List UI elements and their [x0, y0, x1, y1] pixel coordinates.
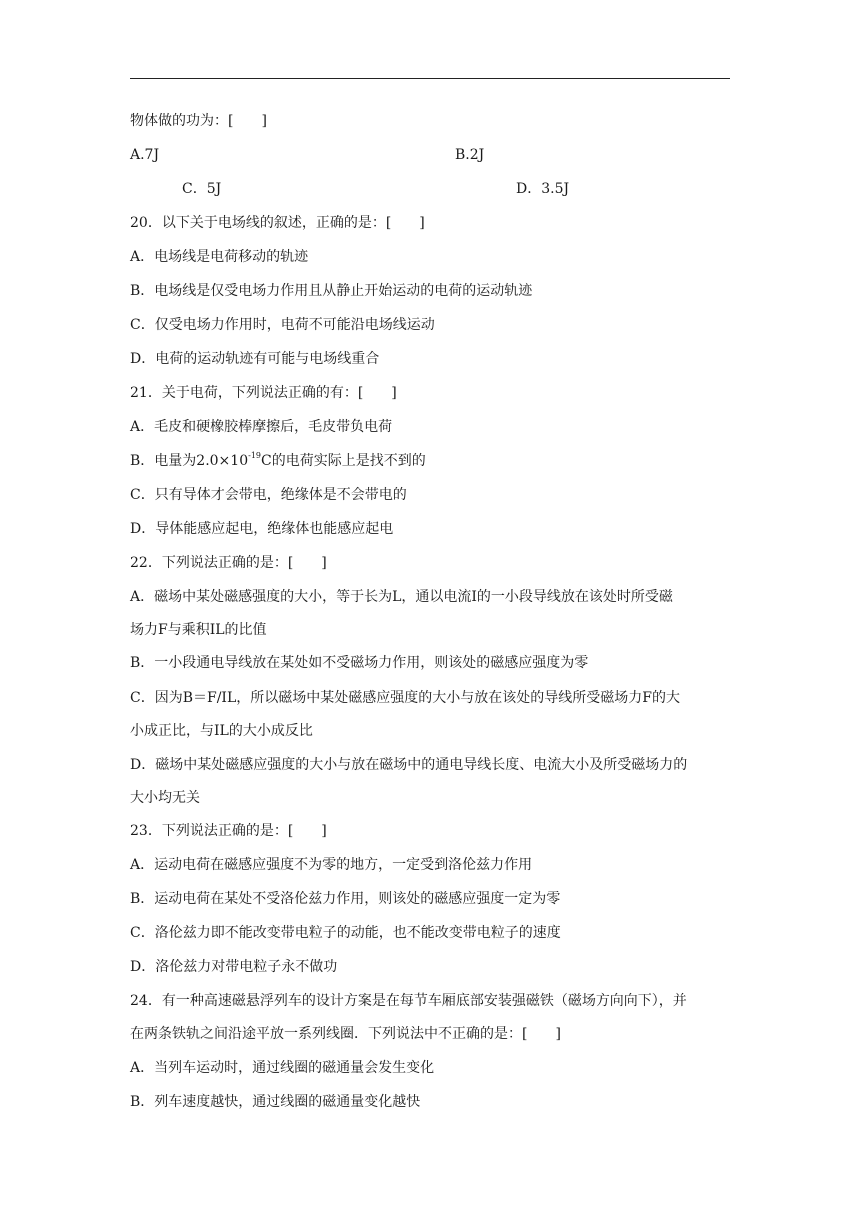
- q22-option-a-line1: A．磁场中某处磁感强度的大小，等于长为L，通以电流I的一小段导线放在该处时所受磁: [130, 589, 673, 605]
- q22-option-c-line1: C．因为B＝F/IL，所以磁场中某处磁感应强度的大小与放在该处的导线所受磁场力F的大: [130, 690, 680, 706]
- q20-option-b: B．电场线是仅受电场力作用且从静止开始运动的电荷的运动轨迹: [130, 283, 533, 299]
- q24-option-b: B．列车速度越快，通过线圈的磁通量变化越快: [130, 1094, 421, 1110]
- q19-tail: 物体做的功为：[ ]: [130, 113, 267, 129]
- q23-option-b: B．运动电荷在某处不受洛伦兹力作用，则该处的磁感应强度一定为零: [130, 891, 561, 907]
- q22-option-b: B．一小段通电导线放在某处如不受磁场力作用，则该处的磁感应强度为零: [130, 655, 589, 671]
- q23-option-c: C．洛伦兹力即不能改变带电粒子的动能，也不能改变带电粒子的速度: [130, 925, 561, 941]
- q20-option-c: C．仅受电场力作用时，电荷不可能沿电场线运动: [130, 317, 435, 333]
- q20-option-d: D．电荷的运动轨迹有可能与电场线重合: [130, 351, 380, 367]
- q19-option-d: D．3.5J: [516, 181, 570, 197]
- q19-option-a: A.7J: [130, 147, 160, 163]
- q21-option-d: D．导体能感应起电，绝缘体也能感应起电: [130, 521, 394, 537]
- q20-option-a: A．电场线是电荷移动的轨迹: [130, 249, 309, 265]
- q21-option-b: [130, 451, 426, 471]
- q22-option-d-line2: 大小均无关: [130, 790, 200, 806]
- q21-option-c: C．只有导体才会带电，绝缘体是不会带电的: [130, 487, 407, 503]
- q23-option-a: A．运动电荷在磁感应强度不为零的地方，一定受到洛伦兹力作用: [130, 857, 533, 873]
- q24-stem-line2: 在两条铁轨之间沿途平放一系列线圈．下列说法中不正确的是：[ ]: [130, 1026, 561, 1042]
- q22-stem: 22．下列说法正确的是：[ ]: [130, 555, 327, 571]
- q19-option-b: B.2J: [455, 147, 485, 163]
- q21-option-b-post: C的电荷实际上是找不到的: [261, 453, 426, 469]
- q21-stem: 21．关于电荷，下列说法正确的有：[ ]: [130, 385, 397, 401]
- q19-option-c: C．5J: [182, 181, 222, 197]
- q22-option-a-line2: 场力F与乘积IL的比值: [130, 622, 267, 638]
- q22-option-c-line2: 小成正比，与IL的大小成反比: [130, 723, 313, 739]
- q22-option-d-line1: D．磁场中某处磁感应强度的大小与放在磁场中的通电导线长度、电流大小及所受磁场力的: [130, 757, 688, 773]
- header-rule: [130, 78, 730, 79]
- q23-stem: 23．下列说法正确的是：[ ]: [130, 823, 327, 839]
- q23-option-d: D．洛伦兹力对带电粒子永不做功: [130, 959, 338, 975]
- q20-stem: 20．以下关于电场线的叙述，正确的是：[ ]: [130, 215, 425, 231]
- q21-option-a: A．毛皮和硬橡胶棒摩擦后，毛皮带负电荷: [130, 419, 393, 435]
- q24-stem-line1: 24．有一种高速磁悬浮列车的设计方案是在每节车厢底部安装强磁铁（磁场方向向下），并: [130, 993, 687, 1009]
- q21-option-b-exponent: -19: [248, 451, 261, 460]
- q21-option-b-pre: B．电量为2.0×10: [130, 453, 249, 469]
- q24-option-a: A．当列车运动时，通过线圈的磁通量会发生变化: [130, 1060, 435, 1076]
